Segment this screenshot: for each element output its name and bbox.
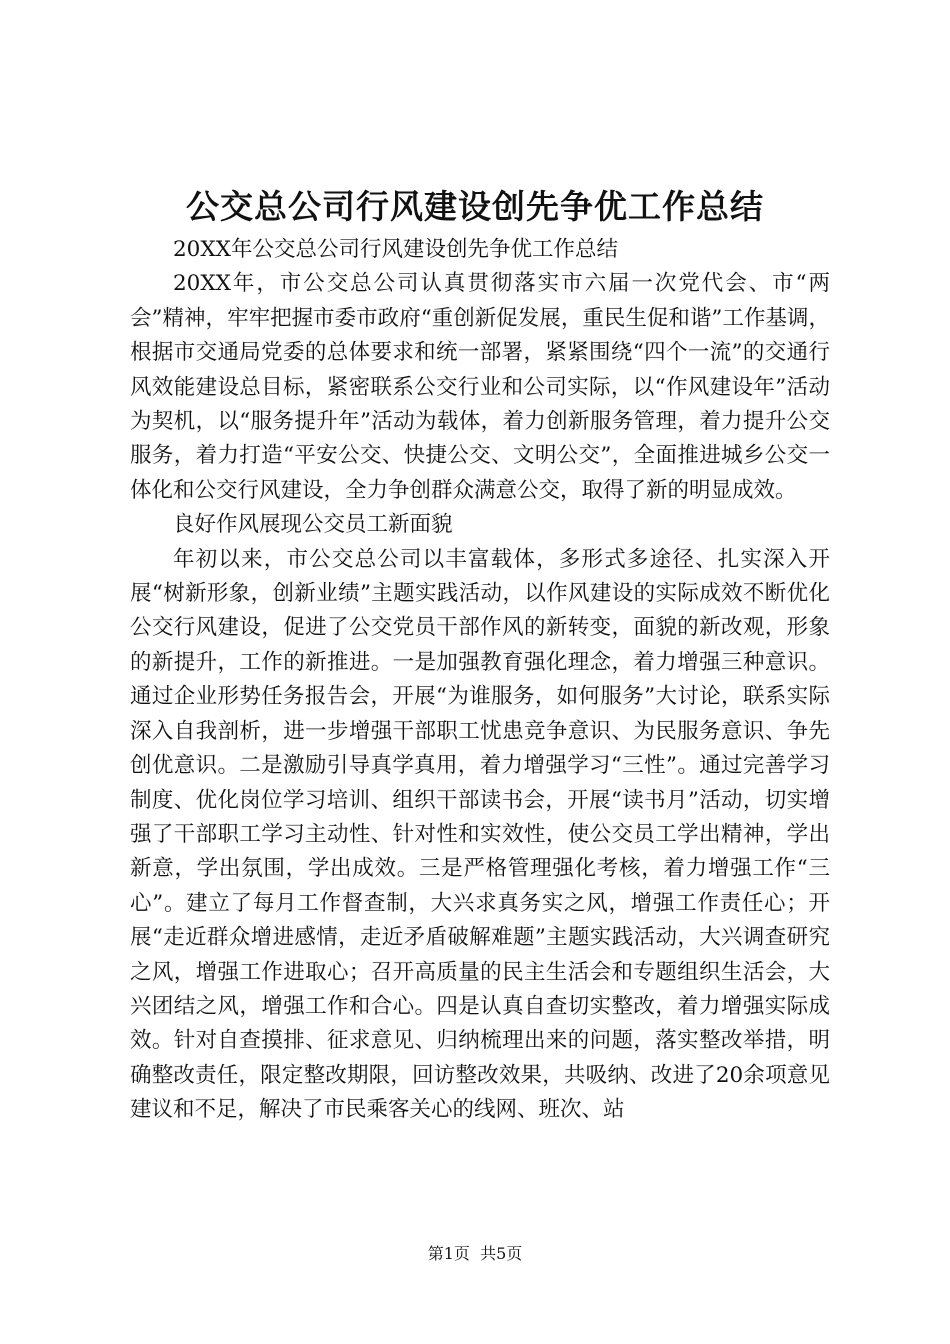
section-paragraph: 年初以来，市公交总公司以丰富载体，多形式多途径、扎实深入开展“树新形象，创新业绩”主题实践活动，以作风建设的实际成效不断优化公交行风建设，促进了公交党员干部作风的新转变，面貌的新改观，形象的新提升，工作的新推进。一是加强教育强化理念，着力增强三种意识。通过企业形势任务报告会，开展“为谁服务，如何服务”大讨论，联系实际深入自我剖析，进一步增强干部职工忧患竞争意识、为民服务意识、争先创优意识。二是激励引导真学真用，着力增强学习“三性”。通过完善学习制度、优化岗位学习培训、组织干部读书会，开展“读书月”活动，切实增强了干部职工学习主动性、针对性和实效性，使公交员工学出精神，学出新意，学出氛围，学出成效。三是严格管理强化考核，着力增强工作“三心”。建立了每月工作督查制，大兴求真务实之风，增强工作责任心；开展“走近群众增进感情，走近矛盾破解难题”主题实践活动，大兴调查研究之风，增强工作进取心；召开高质量的民主生活会和专题组织生活会，大兴团结之风，增强工作和合心。四是认真自查切实整改，着力增强实际成效。针对自查摸排、征求意见、归纳梳理出来的问题，落实整改举措，明确整改责任，限定整改期限，回访整改效果，共吸纳、改进了20余项意见建议和不足，解决了市民乘客关心的线网、班次、站	[130, 546, 830, 1123]
document-title: 公交总公司行风建设创先争优工作总结	[186, 187, 764, 226]
page-footer	[0, 1243, 950, 1265]
page-number-label: 第1页 共5页	[427, 1244, 523, 1263]
section-heading: 良好作风展现公交员工新面貌	[173, 512, 453, 538]
document-body	[130, 233, 830, 1128]
subtitle-paragraph: 20XX年公交总公司行风建设创先争优工作总结	[173, 237, 618, 262]
intro-paragraph: 20XX年，市公交总公司认真贯彻落实市六届一次党代会、市“两会”精神，牢牢把握市委市政府“重创新促发展，重民生促和谐”工作基调，根据市交通局党委的总体要求和统一部署，紧紧围绕“四个一流”的交通行风效能建设总目标，紧密联系公交行业和公司实际，以“作风建设年”活动为契机，以“服务提升年”活动为载体，着力创新服务管理，着力提升公交服务，着力打造“平安公交、快捷公交、文明公交”，全面推进城乡公交一体化和公交行风建设，全力争创群众满意公交，取得了新的明显成效。	[130, 271, 830, 503]
